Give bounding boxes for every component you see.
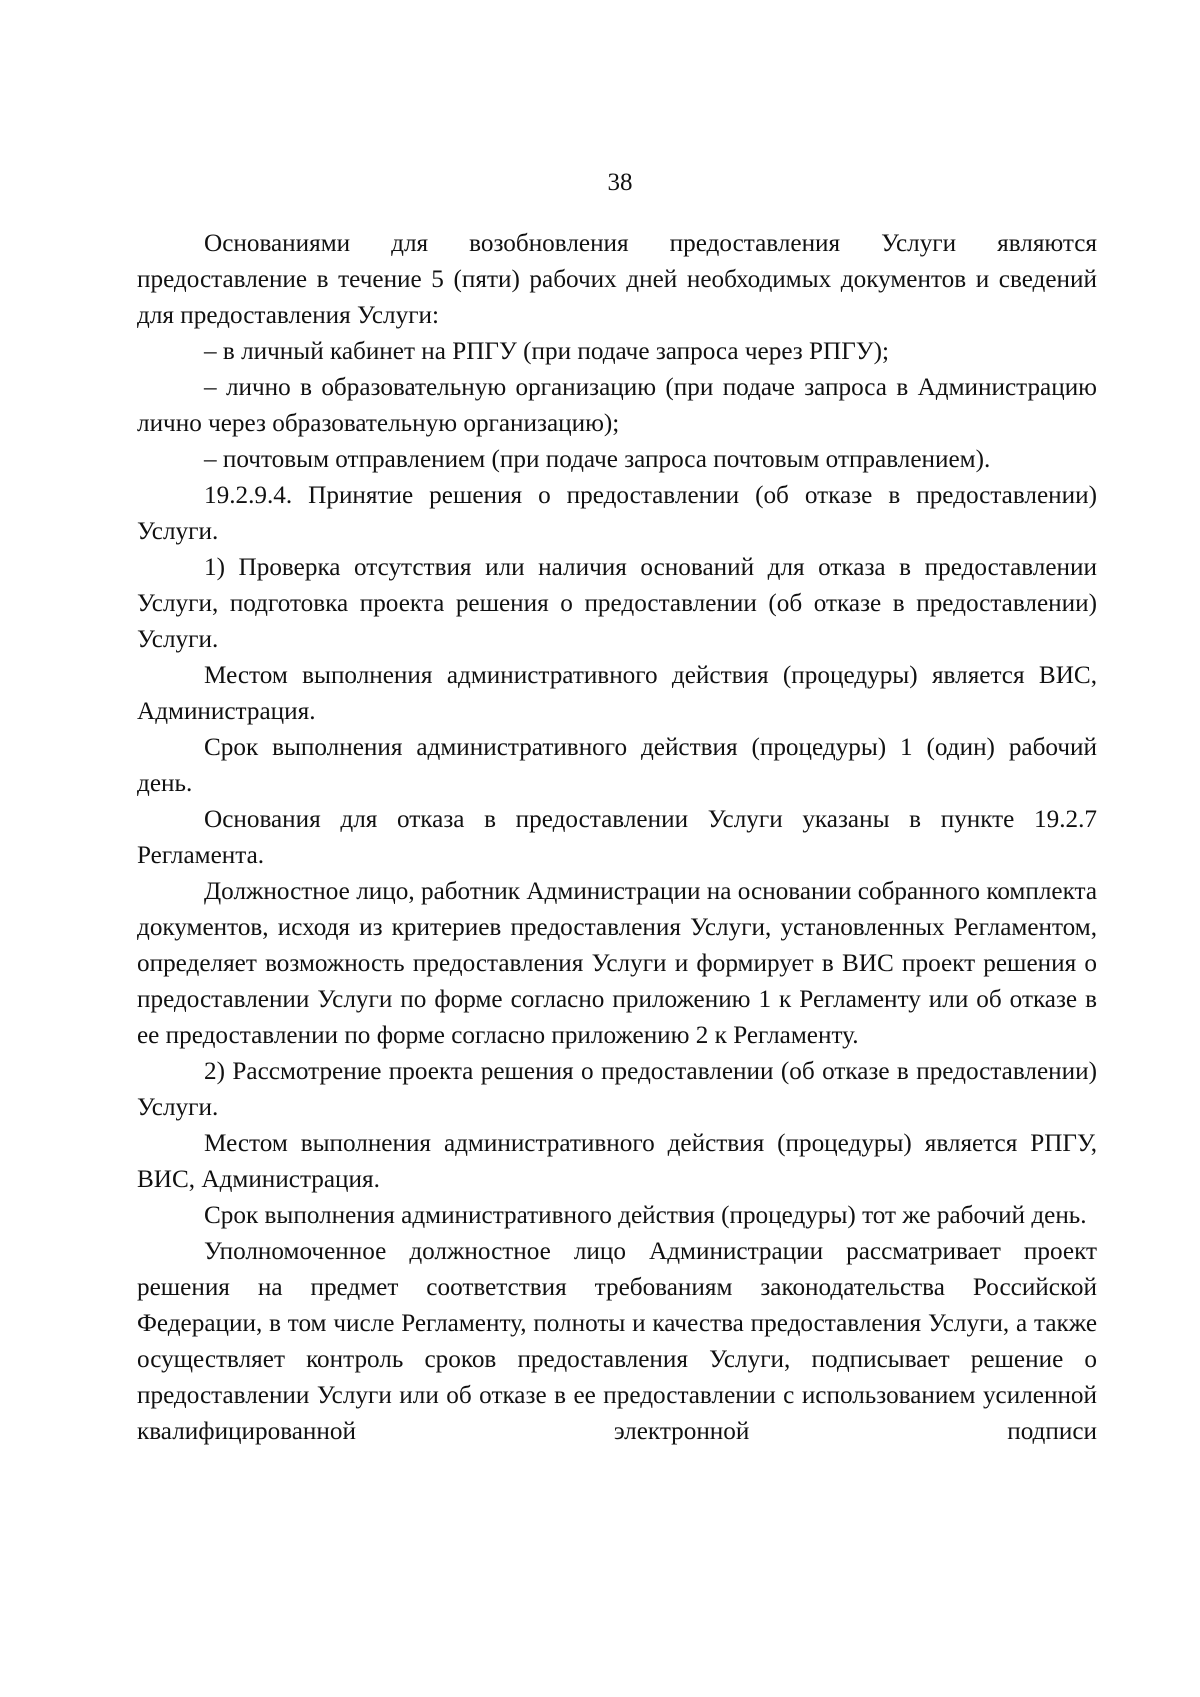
paragraph-place-step-1: Местом выполнения административного действия (процедуры) является ВИС, Администрация. bbox=[137, 662, 1097, 725]
list-item-postal: – почтовым отправлением (при подаче запроса почтовым отправлением). bbox=[204, 446, 991, 473]
page-number: 38 bbox=[607, 169, 633, 196]
paragraph-official-forms-draft: Должностное лицо, работник Администрации на основании собранного комплекта документов, исходя из критериев предоставления Услуги, установленных Регламентом, определяет возможность предоставления Услуги и формирует в ВИС проект решения о предоставлении Услуги по форме согласно приложению 1 к Регламенту или об отказе в ее предоставлении по форме согласно приложению 2 к Регламенту. bbox=[137, 878, 1097, 1049]
paragraph-authorized-official: Уполномоченное должностное лицо Администрации рассматривает проект решения на предмет соответствия требованиям законодательства Российской Федерации, в том числе Регламенту, полноты и качества предоставления Услуги, а также осуществляет контроль сроков предоставления Услуги, подписывает решение о предоставлении Услуги или об отказе в ее предоставлении с использованием усиленной квалифицированной электронной подписи bbox=[137, 1238, 1097, 1445]
paragraph-step-1: 1) Проверка отсутствия или наличия оснований для отказа в предоставлении Услуги, подготовка проекта решения о предоставлении (об отказе в предоставлении) Услуги. bbox=[137, 554, 1097, 653]
paragraph-term-step-2: Срок выполнения административного действия (процедуры) тот же рабочий день. bbox=[204, 1202, 1087, 1229]
paragraph-step-2: 2) Рассмотрение проекта решения о предоставлении (об отказе в предоставлении) Услуги. bbox=[137, 1058, 1097, 1121]
paragraph-place-step-2: Местом выполнения административного действия (процедуры) является РПГУ, ВИС, Администрация. bbox=[137, 1130, 1097, 1193]
paragraph-term-step-1: Срок выполнения административного действия (процедуры) 1 (один) рабочий день. bbox=[137, 734, 1097, 797]
list-item-in-person: – лично в образовательную организацию (при подаче запроса в Администрацию лично через образовательную организацию); bbox=[137, 374, 1097, 437]
paragraph-grounds-renewal: Основаниями для возобновления предоставления Услуги являются предоставление в течение 5 (пяти) рабочих дней необходимых документов и сведений для предоставления Услуги: bbox=[137, 230, 1097, 329]
section-heading-19-2-9-4: 19.2.9.4. Принятие решения о предоставлении (об отказе в предоставлении) Услуги. bbox=[137, 482, 1097, 545]
list-item-personal-cabinet: – в личный кабинет на РПГУ (при подаче запроса через РПГУ); bbox=[204, 338, 890, 365]
document-body bbox=[137, 226, 1097, 1450]
paragraph-refusal-grounds: Основания для отказа в предоставлении Услуги указаны в пункте 19.2.7 Регламента. bbox=[137, 806, 1097, 869]
